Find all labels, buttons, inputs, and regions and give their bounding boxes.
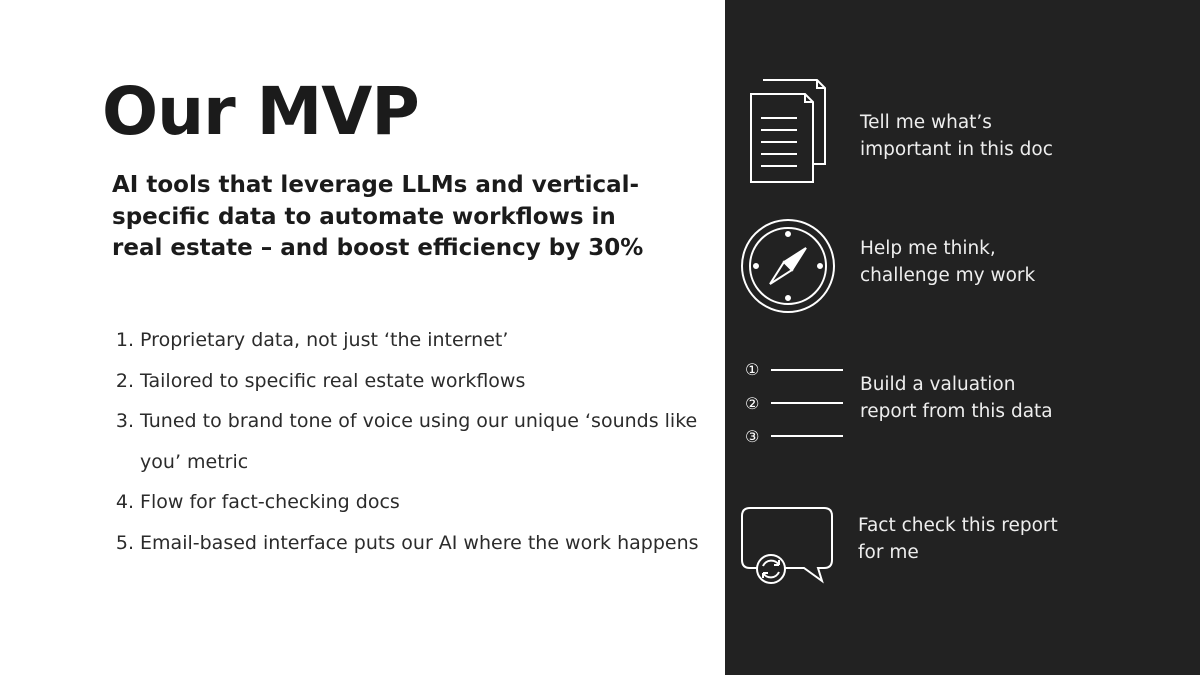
numbered-list-icon — [745, 358, 845, 448]
list-number-1: ① — [745, 360, 760, 379]
capability-text: Fact check this report for me — [858, 515, 1058, 563]
list-number-3: ③ — [745, 427, 760, 446]
list-number-2: ② — [745, 394, 760, 413]
list-item — [100, 361, 720, 402]
slide-title: Our MVP — [102, 73, 419, 150]
documents-icon — [747, 78, 829, 186]
list-item-text: Flow for fact-checking docs — [140, 491, 400, 513]
list-number: 4. — [115, 491, 134, 513]
speech-bubble-refresh-icon — [740, 505, 838, 589]
list-number: 3. — [115, 410, 134, 432]
list-number: 1. — [115, 329, 134, 351]
list-item — [100, 482, 720, 523]
compass-icon — [740, 218, 836, 314]
list-item-text: Proprietary data, not just ‘the internet’ — [140, 329, 509, 351]
list-item — [100, 401, 720, 482]
list-item-text: Tailored to specific real estate workflows — [140, 369, 526, 392]
list-item — [100, 320, 720, 361]
feature-list — [100, 320, 720, 563]
capability-text: Build a valuation report from this data — [860, 374, 1053, 422]
capability-text: Help me think, challenge my work — [860, 238, 1036, 286]
capabilities-panel — [725, 0, 1200, 675]
list-item-text: Tuned to brand tone of voice using our unique ‘sounds like you’ metric — [140, 410, 698, 473]
list-item — [100, 523, 720, 564]
list-item-text: Email-based interface puts our AI where the work happens — [140, 531, 699, 554]
slide-subtitle: AI tools that leverage LLMs and vertical-specific data to automate workflows in real estate – and boost efficiency by 30% — [112, 172, 644, 261]
capability-text: Tell me what’s important in this doc — [860, 112, 1053, 160]
list-number: 2. — [115, 369, 134, 392]
list-number: 5. — [115, 531, 134, 554]
